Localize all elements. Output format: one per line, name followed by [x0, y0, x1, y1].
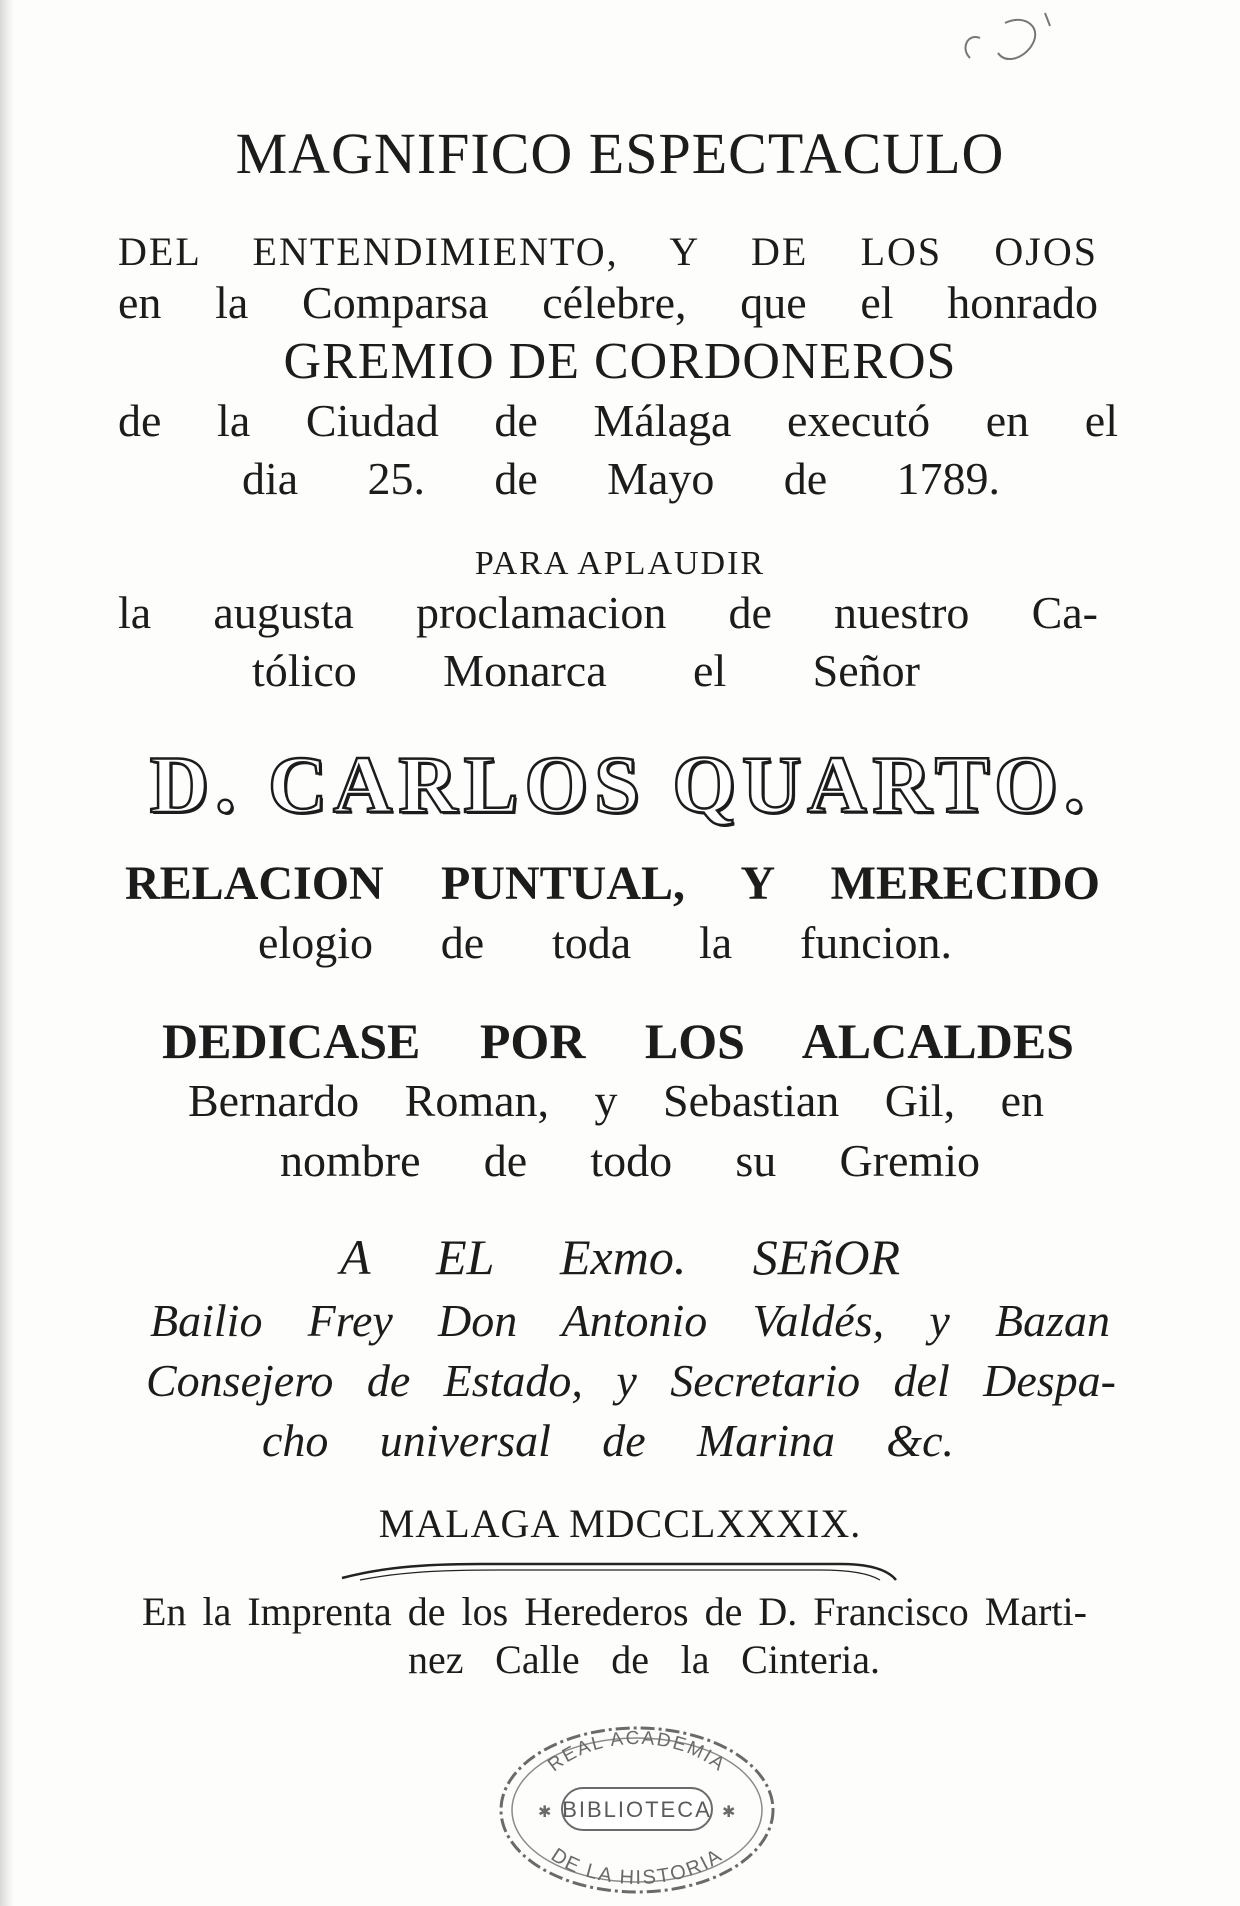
decorative-rule — [340, 1556, 900, 1586]
stamp-star-left-icon: ✱ — [538, 1802, 552, 1821]
printer-line-2: nez Calle de la Cinteria. — [408, 1637, 880, 1682]
library-stamp — [496, 1722, 778, 1894]
stamp-center-text: BIBLIOTECA — [562, 1797, 712, 1822]
occasion-heading: PARA APLAUDIR — [474, 545, 766, 582]
pen-mark — [950, 8, 1080, 78]
imprint-place: MALAGA MDCCLXXXIX. — [378, 1501, 862, 1546]
addressee-line-2: Consejero de Estado, y Secretario del Despa- — [146, 1355, 1116, 1406]
stamp-bottom-text: DE LA HISTORIA — [546, 1844, 728, 1890]
printer-line-1: En la Imprenta de los Herederos de D. Francisco Marti- — [142, 1589, 1087, 1634]
guild-name: GREMIO DE CORDONEROS — [283, 333, 957, 390]
subtitle-line-5: dia 25. de Mayo de 1789. — [242, 453, 1000, 504]
occasion-line-2: tólico Monarca el Señor — [252, 645, 920, 696]
addressee-line-1: Bailio Frey Don Antonio Valdés, y Bazan — [150, 1295, 1110, 1346]
subtitle-line-4: de la Ciudad de Málaga executó en el — [118, 395, 1118, 446]
subtitle-line-1: DEL ENTENDIMIENTO, Y DE LOS OJOS — [118, 229, 1098, 274]
subtitle-line-2: en la Comparsa célebre, que el honrado — [118, 277, 1098, 328]
occasion-line-1: la augusta proclamacion de nuestro Ca- — [118, 587, 1098, 638]
svg-text:REAL ACADEMIA — [544, 1728, 730, 1776]
relation-line: elogio de toda la funcion. — [258, 917, 952, 968]
addressee-line-3: cho universal de Marina &c. — [262, 1415, 954, 1466]
dedication-heading: DEDICASE POR LOS ALCALDES — [162, 1013, 1074, 1069]
dedication-line-2: nombre de todo su Gremio — [280, 1135, 980, 1186]
scan-edge — [0, 0, 14, 1906]
king-name: D. CARLOS QUARTO. — [149, 739, 1091, 830]
stamp-top-text: REAL ACADEMIA — [544, 1727, 730, 1777]
relation-heading: RELACION PUNTUAL, Y MERECIDO — [125, 857, 1100, 910]
dedication-line-1: Bernardo Roman, y Sebastian Gil, en — [188, 1075, 1044, 1126]
stamp-star-right-icon: ✱ — [722, 1802, 736, 1821]
title: MAGNIFICO ESPECTACULO — [235, 121, 1005, 186]
addressee-heading: A EL Exmo. SEñOR — [340, 1229, 900, 1285]
